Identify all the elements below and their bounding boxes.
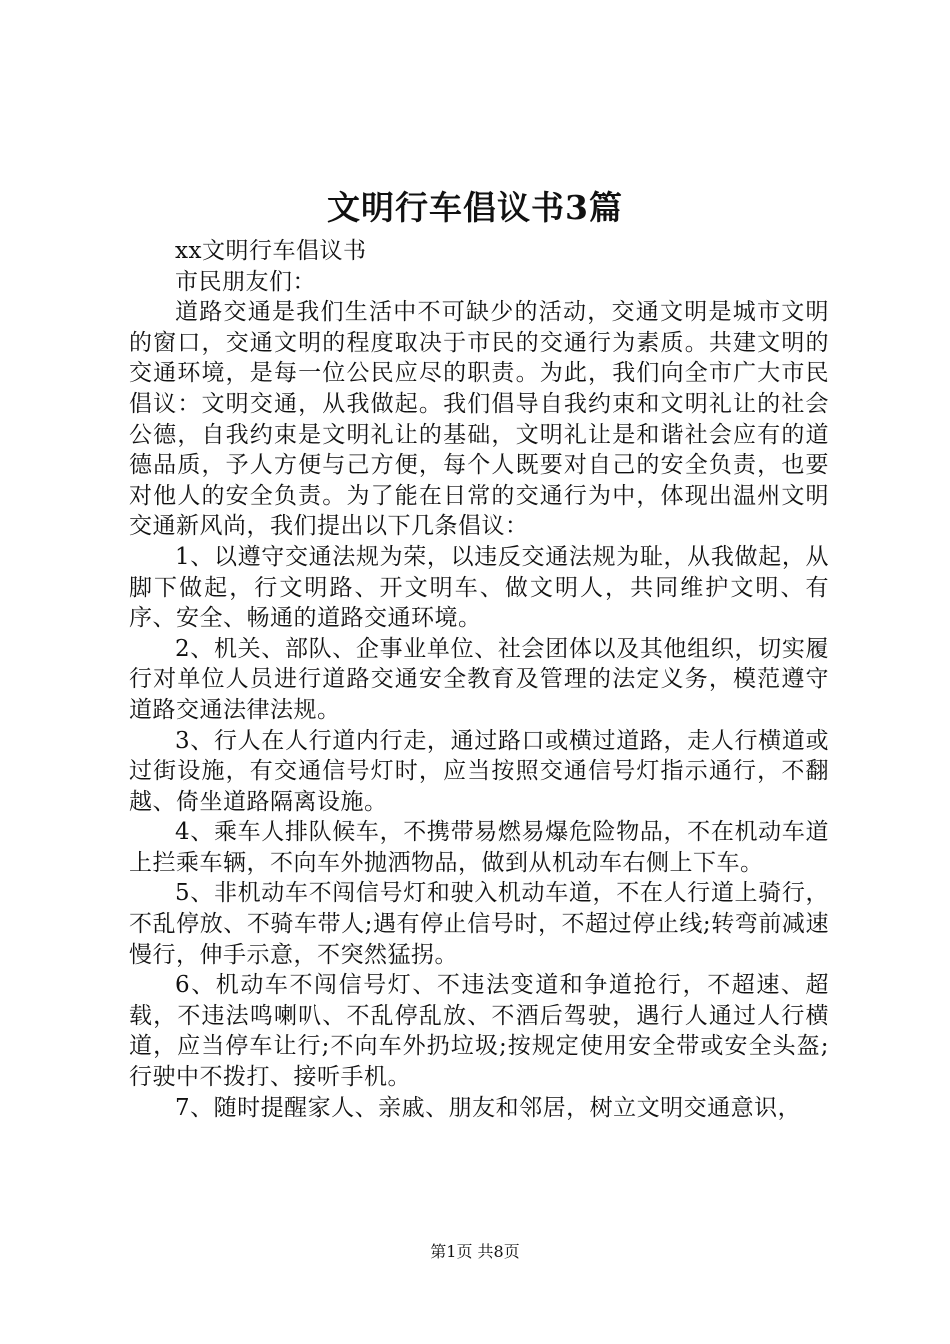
paragraph-item-6: 6、机动车不闯信号灯、不违法变道和争道抢行，不超速、超载，不违法鸣喇叭、不乱停乱放、不酒后驾驶，遇行人通过人行横道，应当停车让行;不向车外扔垃圾;按规定使用安全带或安全头盔;行驶中不拨打、接听手机。 bbox=[129, 972, 829, 1091]
document-title: 文明行车倡议书3篇 bbox=[327, 188, 623, 227]
document-body bbox=[129, 236, 829, 1123]
paragraph-item-4: 4、乘车人排队候车，不携带易燃易爆危险物品，不在机动车道上拦乘车辆，不向车外抛洒物品，做到从机动车右侧上下车。 bbox=[129, 819, 829, 876]
page-number-footer: 第1页 共8页 bbox=[430, 1242, 520, 1261]
paragraph-item-7: 7、随时提醒家人、亲戚、朋友和邻居，树立文明交通意识， bbox=[175, 1094, 802, 1121]
paragraph-item-2: 2、机关、部队、企事业单位、社会团体以及其他组织，切实履行对单位人员进行道路交通安全教育及管理的法定义务，模范遵守道路交通法律法规。 bbox=[129, 635, 829, 723]
paragraph-item-1: 1、以遵守交通法规为荣，以违反交通法规为耻，从我做起，从脚下做起，行文明路、开文明车、做文明人，共同维护文明、有序、安全、畅通的道路交通环境。 bbox=[129, 543, 829, 632]
paragraph-intro: 道路交通是我们生活中不可缺少的活动，交通文明是城市文明的窗口，交通文明的程度取决于市民的交通行为素质。共建文明的交通环境，是每一位公民应尽的职责。为此，我们向全市广大市民倡议：文明交通，从我做起。我们倡导自我约束和文明礼让的社会公德，自我约束是文明礼让的基础，文明礼让是和谐社会应有的道德品质，予人方便与己方便，每个人既要对自己的安全负责，也要对他人的安全负责。为了能在日常的交通行为中，体现出温州文明交通新风尚，我们提出以下几条倡议： bbox=[129, 299, 829, 540]
paragraph-item-3: 3、行人在人行道内行走，通过路口或横过道路，走人行横道或过街设施，有交通信号灯时，应当按照交通信号灯指示通行，不翻越、倚坐道路隔离设施。 bbox=[129, 727, 829, 815]
paragraph-heading: xx文明行车倡议书 bbox=[175, 238, 367, 264]
paragraph-item-5: 5、非机动车不闯信号灯和驶入机动车道，不在人行道上骑行，不乱停放、不骑车带人;遇有停止信号时，不超过停止线;转弯前减速慢行，伸手示意，不突然猛拐。 bbox=[129, 880, 829, 968]
paragraph-salutation: 市民朋友们： bbox=[175, 268, 316, 295]
